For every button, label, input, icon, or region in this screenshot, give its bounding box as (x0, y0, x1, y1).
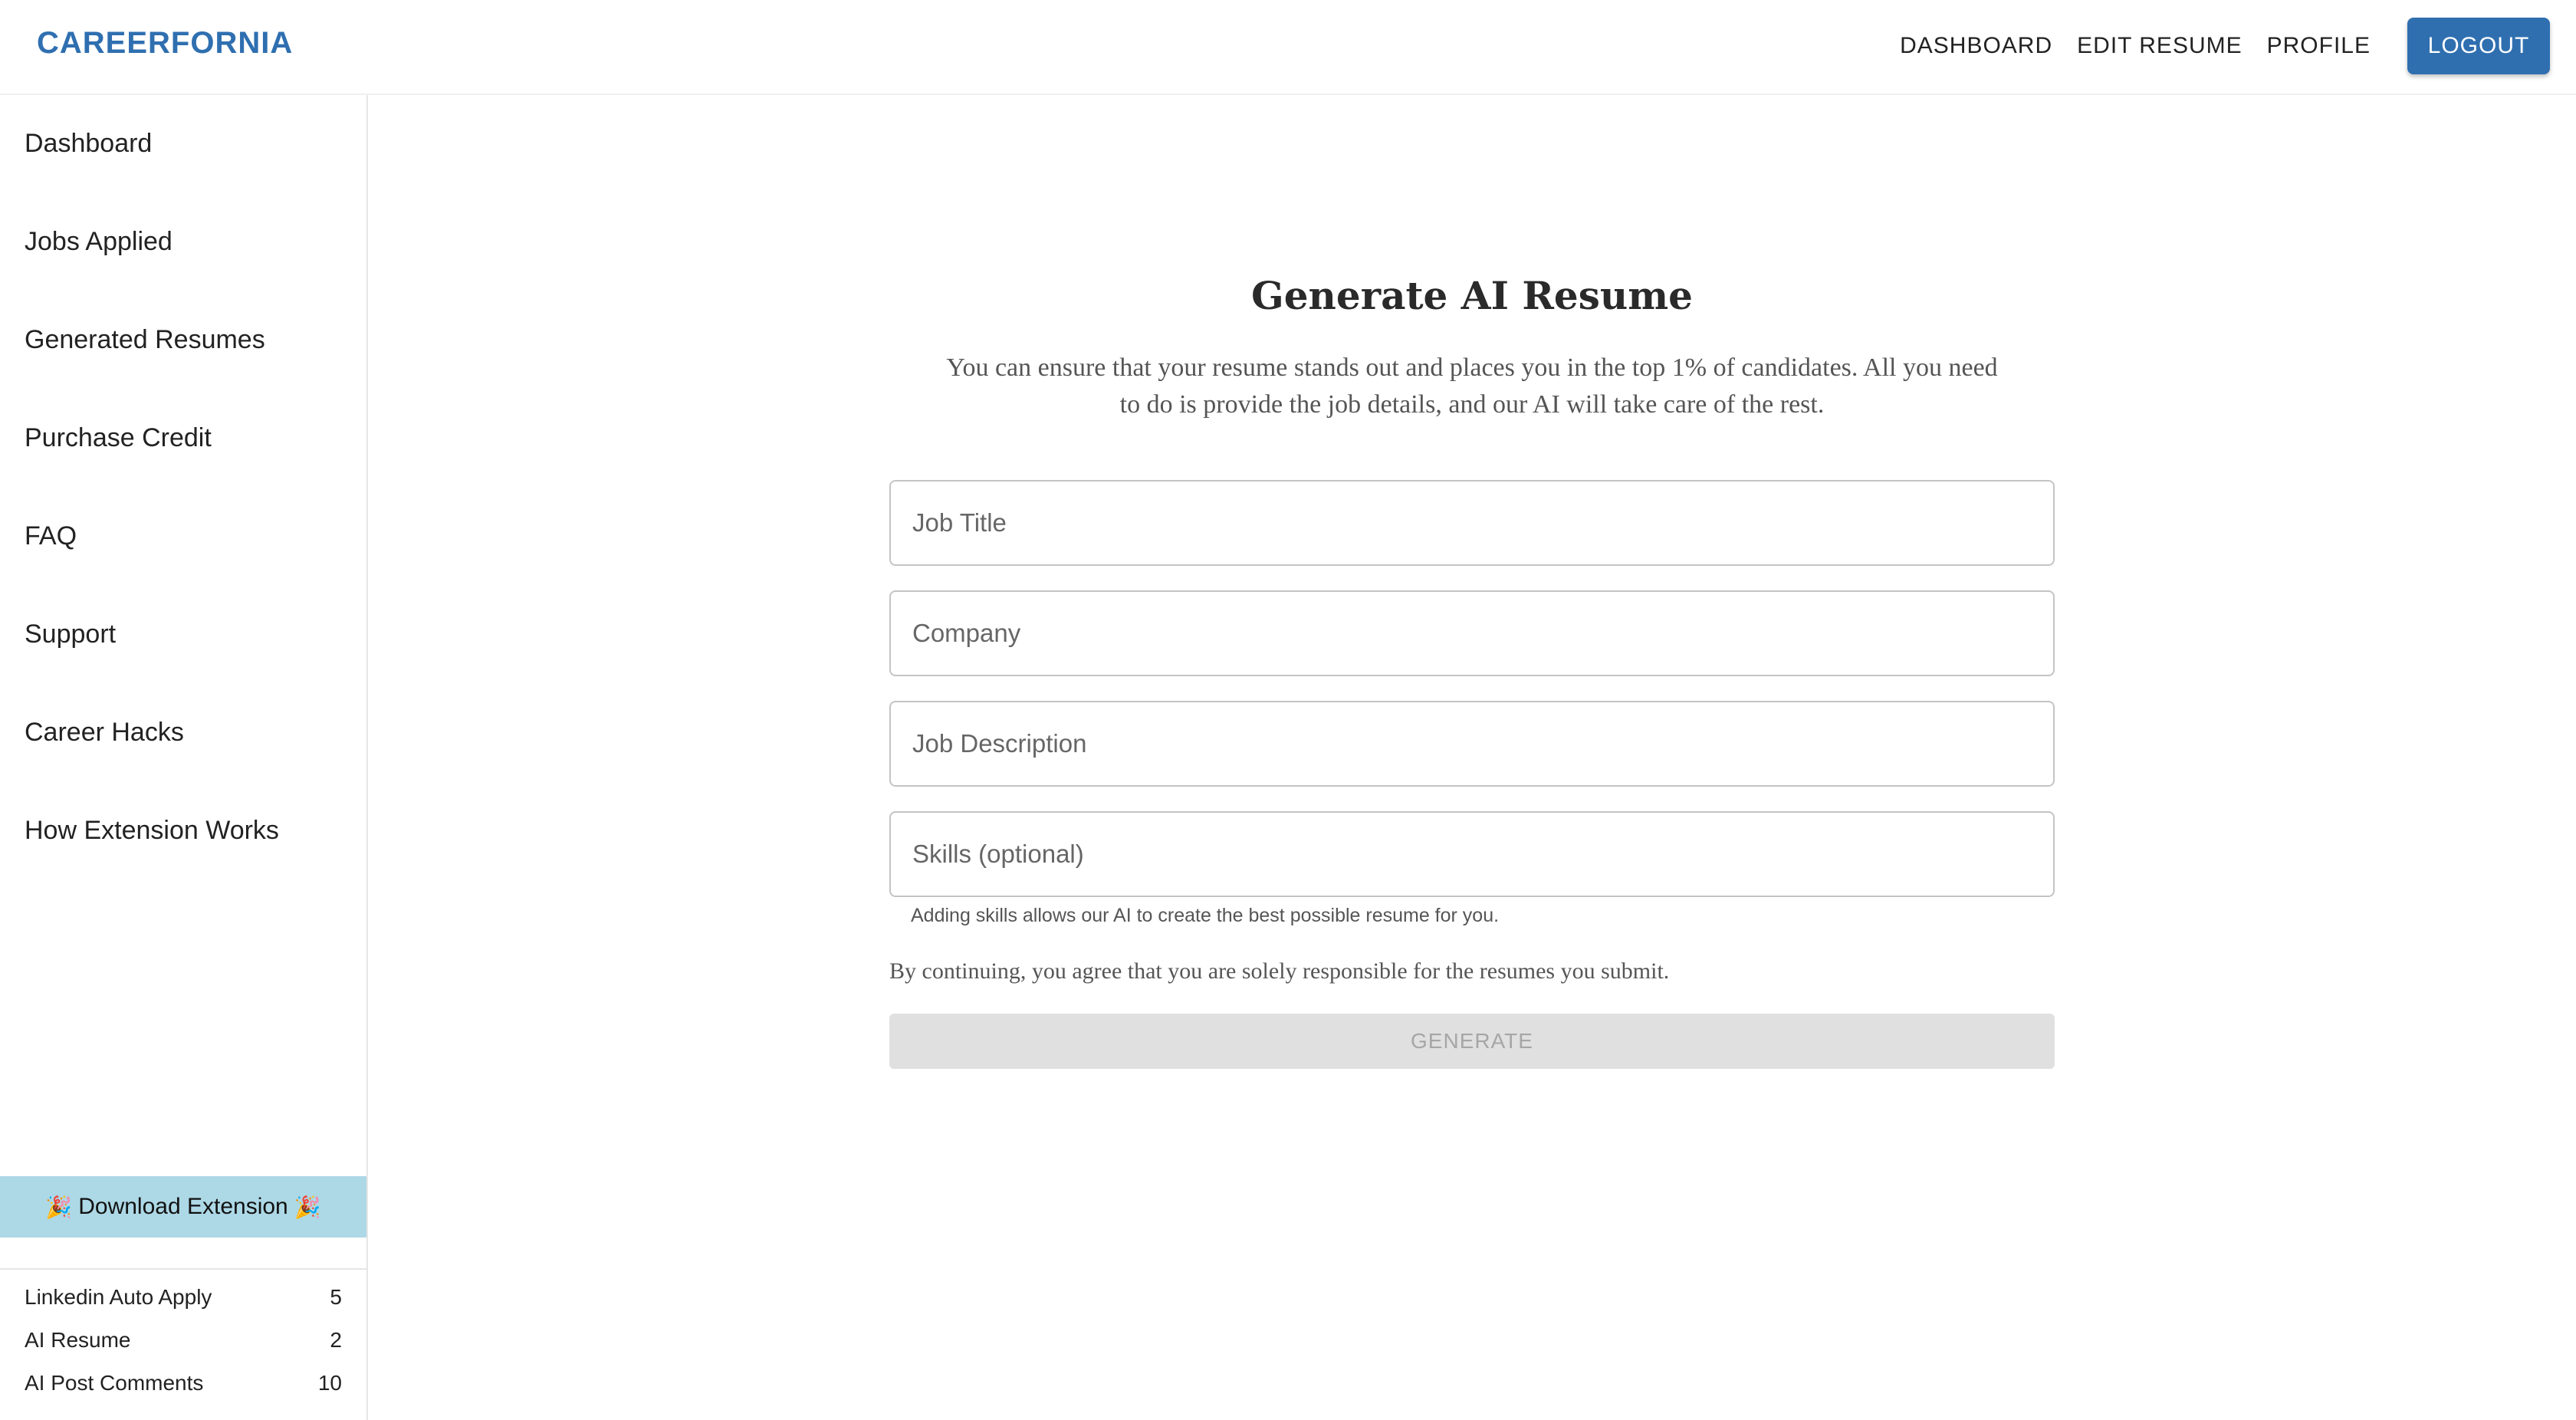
sidebar (0, 95, 368, 1420)
party-popper-icon: 🎉 (45, 1195, 73, 1219)
job-title-input[interactable] (889, 480, 2055, 566)
credit-row-ai-resume (25, 1328, 342, 1353)
credit-label: Linkedin Auto Apply (25, 1285, 212, 1309)
download-extension-button[interactable] (0, 1176, 366, 1238)
sidebar-item-faq[interactable]: FAQ (25, 521, 77, 551)
page-description: You can ensure that your resume stands out and places you in the top 1% of candidates. All you need to do is provide the job details, and our AI will take care of the rest. (946, 353, 1998, 419)
sidebar-item-jobs-applied[interactable]: Jobs Applied (25, 227, 172, 256)
credit-label: AI Resume (25, 1328, 131, 1352)
sidebar-item-how-extension-works[interactable]: How Extension Works (25, 816, 279, 845)
credit-label: AI Post Comments (25, 1371, 204, 1395)
page-title: Generate AI Resume (1251, 273, 1693, 318)
skills-helper-text: Adding skills allows our AI to create the best possible resume for you. (911, 905, 1500, 926)
brand-logo[interactable]: CAREERFORNIA (37, 26, 294, 60)
sidebar-divider (0, 1268, 366, 1270)
top-nav (1900, 17, 2550, 75)
company-input[interactable] (889, 590, 2055, 676)
skills-input[interactable] (889, 811, 2055, 897)
logout-button[interactable]: LOGOUT (2407, 18, 2550, 74)
credit-count: 10 (317, 1371, 342, 1395)
sidebar-item-support[interactable]: Support (25, 620, 117, 649)
sidebar-item-dashboard[interactable]: Dashboard (25, 129, 153, 158)
credit-row-ai-post-comments (25, 1371, 342, 1395)
download-extension-label: Download Extension (78, 1194, 288, 1219)
sidebar-item-career-hacks[interactable]: Career Hacks (25, 718, 184, 747)
credit-count: 5 (330, 1285, 342, 1309)
nav-edit-resume-link[interactable]: EDIT RESUME (2077, 33, 2242, 58)
sidebar-item-purchase-credit[interactable]: Purchase Credit (25, 423, 212, 452)
credit-count: 2 (330, 1328, 342, 1352)
nav-profile-link[interactable]: PROFILE (2266, 33, 2371, 58)
top-app-bar (0, 0, 2576, 95)
party-popper-icon: 🎉 (294, 1195, 321, 1219)
sidebar-item-generated-resumes[interactable]: Generated Resumes (25, 325, 265, 354)
credit-row-linkedin-auto-apply (25, 1285, 342, 1310)
nav-dashboard-link[interactable]: DASHBOARD (1900, 33, 2053, 58)
generate-button[interactable]: GENERATE (889, 1014, 2055, 1069)
agreement-text: By continuing, you agree that you are solely responsible for the resumes you submit. (889, 958, 1670, 984)
job-description-input[interactable] (889, 701, 2055, 787)
